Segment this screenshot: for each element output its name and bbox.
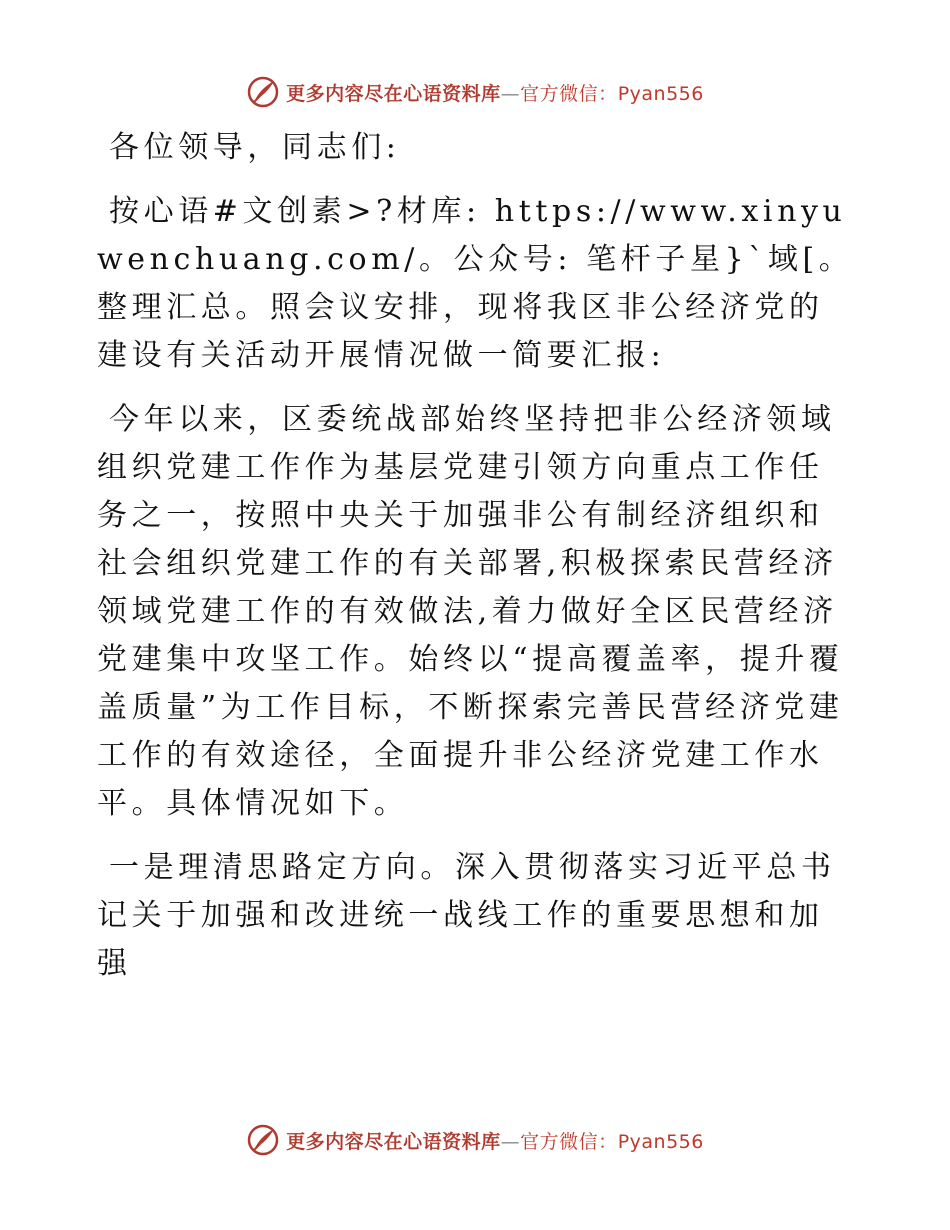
footer-text — [286, 1127, 704, 1154]
header-wechat-label: 官方微信： — [520, 82, 618, 105]
header-brand: 更多内容尽在心语资料库 — [286, 82, 501, 105]
header-wechat-id: Pyan556 — [617, 82, 704, 105]
footer-banner — [0, 1120, 950, 1160]
paragraph-overview: 今年以来，区委统战部始终坚持把非公经济领域组织党建工作作为基层党建引领方向重点工作任务之一，按照中央关于加强非公有制经济组织和社会组织党建工作的有关部署,积极探索民营经济领域党建工作的有效做法,着力做好全区民营经济党建集中攻坚工作。始终以“提高覆盖率，提升覆盖质量”为工作目标，不断探索完善民营经济党建工作的有效途径，全面提升非公经济党建工作水平。具体情况如下。 — [97, 402, 844, 821]
quill-logo-icon — [246, 75, 280, 109]
footer-wechat-id: Pyan556 — [617, 1130, 704, 1153]
footer-brand: 更多内容尽在心语资料库 — [286, 1130, 501, 1153]
salutation: 各位领导，同志们: — [109, 130, 401, 165]
footer-separator: — — [500, 1130, 521, 1153]
footer-wechat-label: 官方微信： — [520, 1130, 618, 1153]
paragraph-point-one: 一是理清思路定方向。深入贯彻落实习近平总书记关于加强和改进统一战线工作的重要思想和加强 — [97, 850, 836, 981]
header-banner — [0, 72, 950, 112]
document-body — [97, 124, 857, 1004]
paragraph-intro: 按心语#文创素>?材库: https://www.xinyuwenchuang.com/。公众号: 笔杆子星}`域[。整理汇总。照会议安排，现将我区非公经济党的建设有关活动开展情况做一简要汇报: — [97, 194, 854, 373]
header-text — [286, 79, 704, 106]
header-separator: — — [500, 82, 521, 105]
quill-logo-icon — [246, 1123, 280, 1157]
